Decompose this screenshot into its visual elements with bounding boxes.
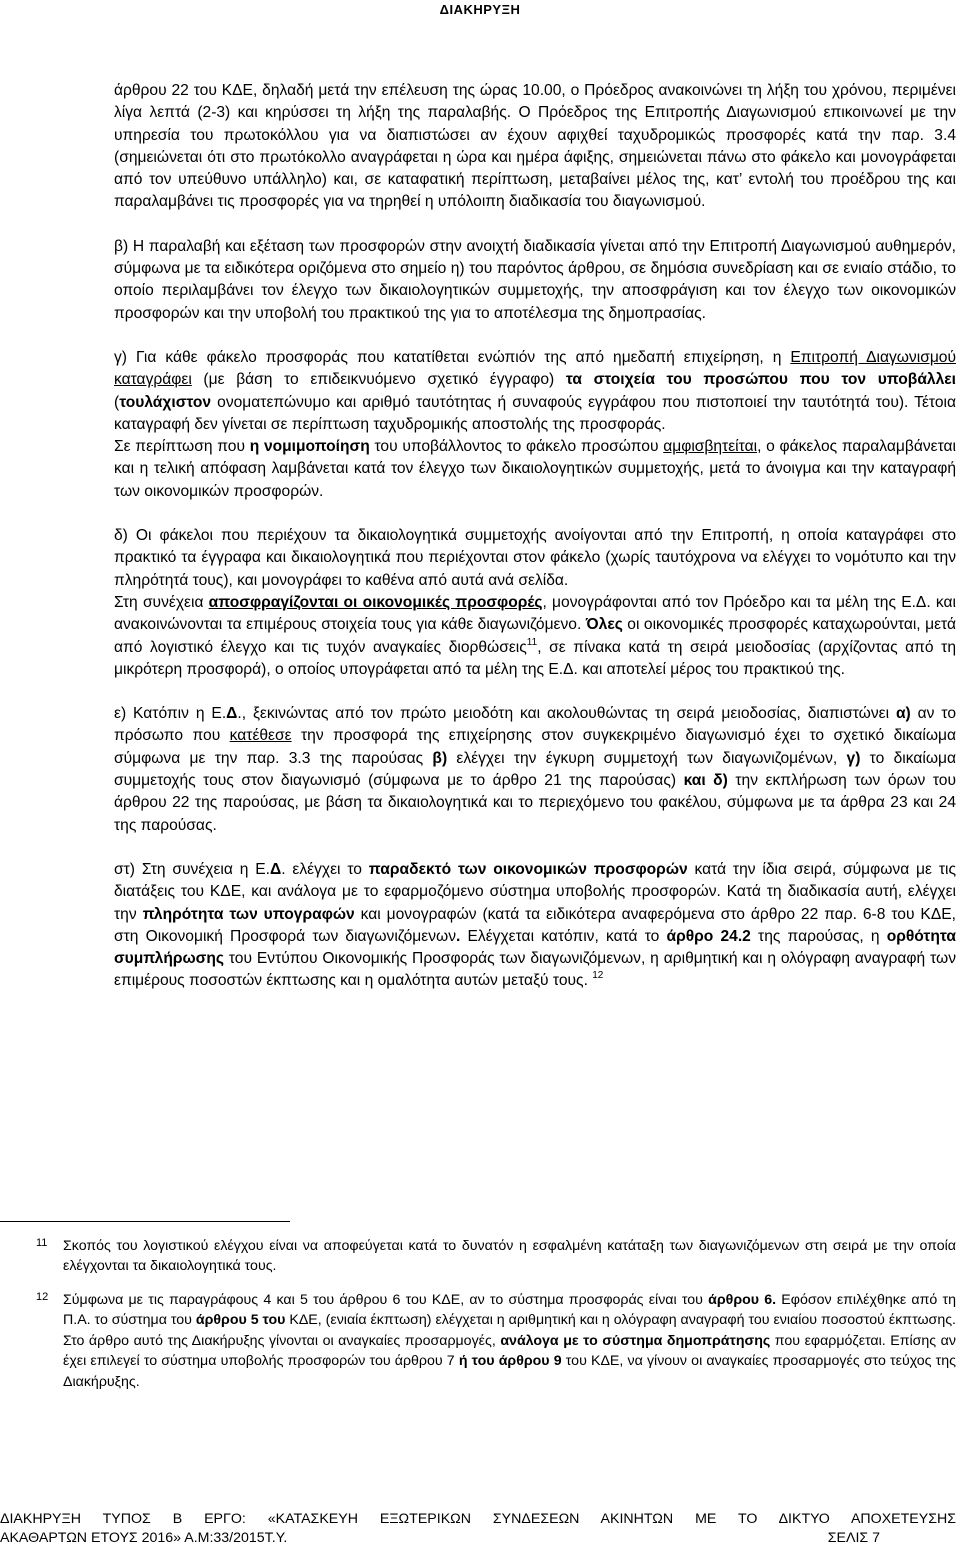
footnote-11	[0, 1236, 956, 1277]
footnote-number: 11	[36, 1237, 48, 1249]
page-number: ΣΕΛΙΣ 7	[827, 1530, 880, 1546]
paragraph-c-legitimation: Σε περίπτωση που η νομιμοποίηση του υποβάλλοντος το φάκελο προσώπου αμφισβητείται, ο φάκελος παραλαμβάνεται και η τελική απόφαση λαμβάνεται κατά τον έλεγχο των δικαιολογητικών συμμετοχής, μετά το άνοιγμα και την καταγραφή των οικονομικών προσφορών.	[114, 438, 957, 500]
paragraph-d: δ) Οι φάκελοι που περιέχουν τα δικαιολογητικά συμμετοχής ανοίγονται από την Επιτροπή, η οποία καταγράφει στο πρακτικό τα έγγραφα και δικαιολογητικά που περιέχονται στον φάκελο (χωρίς ταυτόχρονα να ελέγχει το νομότυπο και την πληρότητά τους), και μονογράφει το καθένα από αυτά ανά σελίδα.	[114, 527, 956, 589]
footer-project-title: ΔΙΑΚΗΡΥΞΗ ΤΥΠΟΣ Β ΕΡΓΟ: «ΚΑΤΑΣΚΕΥΗ ΕΞΩΤΕΡΙΚΩΝ ΣΥΝΔΕΣΕΩΝ ΑΚΙΝΗΤΩΝ ΜΕ ΤΟ ΔΙΚΤΥΟ ΑΠΟΧΕΤΕΥΣΗΣ	[0, 1511, 956, 1527]
footnote-ref-12: 12	[592, 970, 604, 982]
paragraph-e: ε) Κατόπιν η Ε.Δ., ξεκινώντας από τον πρώτο μειοδότη και ακολουθώντας τη σειρά μειοδοσίας, διαπιστώνει α) αν το πρόσωπο που κατέθεσε την προσφορά της επιχείρησης στον συγκεκριμένο διαγωνισμό έχει το σχετικό δικαίωμα σύμφωνα με την παρ. 3.3 της παρούσας β) ελέγχει την έγκυρη συμμετοχή των διαγωνιζομένων, γ) το δικαίωμα συμμετοχής τους στον διαγωνισμό (σύμφωνα με το άρθρο 21 της παρούσας) και δ) την εκπλήρωση των όρων του άρθρου 22 της παρούσας, με βάση τα δικαιολογητικά και το περιεχόμενο του φακέλου, σύμφωνα με τα άρθρα 23 και 24 της παρούσας.	[114, 705, 957, 834]
page-footer	[0, 1510, 956, 1548]
paragraph-continuation: άρθρου 22 του ΚΔΕ, δηλαδή μετά την επέλευση της ώρας 10.00, ο Πρόεδρος ανακοινώνει τη λήξη του χρόνου, περιμένει λίγα λεπτά (2-3) και κηρύσσει τη λήξη της παραλαβής. Ο Πρόεδρος της Επιτροπής Διαγωνισμού επικοινωνεί με την υπηρεσία του πρωτοκόλλου για να διαπιστώσει αν έχουν αφιχθεί ταχυδρομικώς προσφορές κατά την παρ. 3.4 (σημειώνεται ότι στο πρωτόκολλο αναγράφεται η ώρα και ημέρα άφιξης, σημειώνεται πάνω στο φάκελο και μονογράφεται από τον υπεύθυνο υπάλληλο) και, σε καταφατική περίπτωση, μεταβαίνει μέλος της, κατ’ εντολή του προέδρου της και παραλαμβάνει τις προσφορές για να τηρηθεί η υπόλοιπη διαδικασία του διαγωνισμού.	[114, 82, 956, 211]
footer-line-2	[0, 1529, 956, 1548]
paragraph-f: στ) Στη συνέχεια η Ε.Δ. ελέγχει το παραδεκτό των οικονομικών προσφορών κατά την ίδια σειρά, σύμφωνα με τις διατάξεις του ΚΔΕ, και ανάλογα με το εφαρμοζόμενο σύστημα υποβολής προσφορών. Κατά τη διαδικασία αυτή, ελέγχει την πληρότητα των υπογραφών και μονογραφών (κατά τα ειδικότερα αναφερόμενα στο άρθρο 22 παρ. 6-8 του ΚΔΕ, στη Οικονομική Προσφορά των διαγωνιζόμενων. Ελέγχεται κατόπιν, κατά το άρθρο 24.2 της παρούσας, η ορθότητα συμπλήρωσης του Εντύπου Οικονομικής Προσφοράς των διαγωνιζόμενων, η αριθμητική και η ολόγραφη αναγραφή των επιμέρους ποσοστών έκπτωσης και η ομαλότητα αυτών μεταξύ τους. $^{12}$	[114, 860, 956, 990]
footnote-text: Σύμφωνα με τις παραγράφους 4 και 5 του άρθρου 6 του ΚΔΕ, αν το σύστημα προσφοράς είναι του άρθρου 6. Εφόσον επιλέχθηκε από τη Π.Α. το σύστημα του άρθρου 5 του ΚΔΕ, (ενιαία έκπτωση) ελέγχεται η αριθμητική και η ολόγραφη αναγραφή του ενιαίου ποσοστού έκπτωσης. Στο άρθρο αυτό της Διακήρυξης γίνονται οι αναγκαίες προσαρμογές, ανάλογα με το σύστημα δημοπράτησης που εφαρμόζεται. Επίσης αν έχει επιλεγεί το σύστημα υποβολής προσφορών του άρθρου 7 ή του άρθρου 9 του ΚΔΕ, να γίνουν οι αναγκαίες προσαρμογές στο τεύχος της Διακήρυξης.	[63, 1292, 956, 1390]
footnote-separator	[0, 1221, 290, 1222]
paragraph-b: β) Η παραλαβή και εξέταση των προσφορών στην ανοιχτή διαδικασία γίνεται από την Επιτροπή Διαγωνισμού αυθημερόν, σύμφωνα με τα ειδικότερα οριζόμενα στο σημείο η) του παρόντος άρθρου, σε δημόσια συνεδρίαση και σε ενιαίο στάδιο, το οποίο περιλαμβάνει τον έλεγχο των δικαιολογητικών συμμετοχής, την αποσφράγιση και τον έλεγχο των οικονομικών προσφορών και την υποβολή του πρακτικού της για το αποτέλεσμα της δημοπρασίας.	[114, 237, 956, 322]
footer-project-code: ΑΚΑΘΑΡΤΩΝ ΕΤΟΥΣ 2016» Α.Μ:33/2015Τ.Υ.	[0, 1530, 288, 1546]
footnote-ref-11: 11	[526, 636, 538, 648]
footnote-12	[0, 1290, 956, 1392]
page-header: ΔΙΑΚΗΡΥΞΗ	[439, 2, 521, 17]
paragraph-d-continued: Στη συνέχεια αποσφραγίζονται οι οικονομικές προσφορές, μονογράφονται από τον Πρόεδρο και τα μέλη της Ε.Δ. και ανακοινώνονται τα επιμέρους στοιχεία τους για κάθε διαγωνιζόμενο. Όλες οι οικονομικές προσφορές καταχωρούνται, μετά από λογιστικό έλεγχο και τις τυχόν αναγκαίες διορθώσεις$^{11}$, σε πίνακα κατά τη σειρά μειοδοσίας (αρχίζοντας από τη μικρότερη προσφορά), ο οποίος υπογράφεται από τα μέλη της Ε.Δ. και αποτελεί μέρος του πρακτικού της.	[114, 593, 957, 678]
footnote-text: Σκοπός του λογιστικού ελέγχου είναι να αποφεύγεται κατά το δυνατόν η εσφαλμένη κατάταξη των διαγωνιζόμενων στη σειρά με την οποία ελέγχονται τα δικαιολογητικά τους.	[63, 1238, 956, 1275]
paragraph-c: γ) Για κάθε φάκελο προσφοράς που κατατίθεται ενώπιόν της από ημεδαπή επιχείρηση, η Επιτροπή Διαγωνισμού καταγράφει (με βάση το επιδεικνυόμενο σχετικό έγγραφο) τα στοιχεία του προσώπου που τον υποβάλλει (τουλάχιστον ονοματεπώνυμο και αριθμό ταυτότητας ή συναφούς εγγράφου που πιστοποιεί την ταυτότητά του). Τέτοια καταγραφή δεν γίνεται σε περίπτωση ταχυδρομικής αποστολής της προσφοράς.	[114, 348, 957, 433]
footnote-number: 12	[36, 1291, 49, 1303]
document-body	[114, 80, 956, 993]
